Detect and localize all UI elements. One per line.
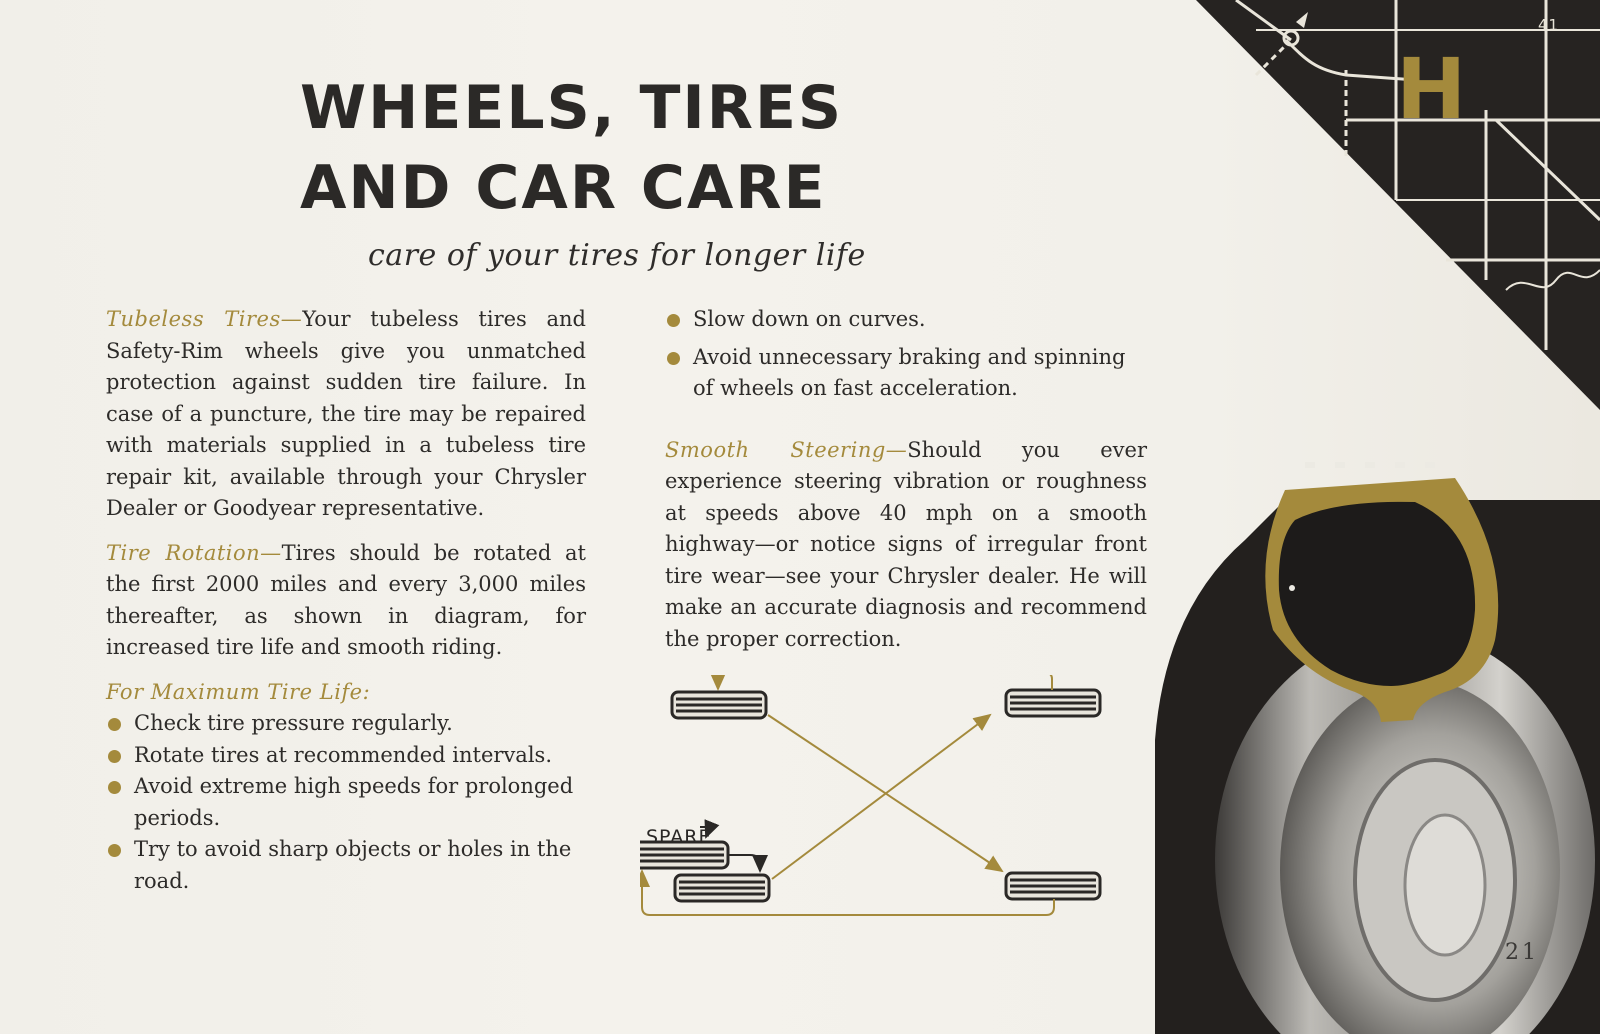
max-life-list — [106, 708, 586, 897]
list-item — [106, 834, 586, 897]
list-item-text: Slow down on curves. — [693, 307, 926, 331]
list-item — [665, 304, 1147, 336]
tire-rotation-diagram — [640, 675, 1140, 945]
page-number: 21 — [1505, 940, 1539, 965]
rear-left-tire — [675, 875, 769, 901]
list-item — [106, 708, 586, 740]
bullet-icon — [667, 352, 680, 365]
bullet-icon — [108, 750, 121, 763]
rotation-paragraph — [106, 538, 586, 664]
bullet-icon — [108, 781, 121, 794]
tubeless-body: Your tubeless tires and Safety-Rim wheels give you unmatched protection against sudden tire failure. In case of a puncture, the tire may be repaired with materials supplied in a tubeless tire repair kit, available through your Chrysler Dealer or Goodyear representative. — [106, 307, 586, 520]
page-title — [300, 68, 843, 228]
front-left-tire — [672, 692, 766, 718]
bullet-icon — [108, 844, 121, 857]
driving-tips-list — [665, 304, 1147, 405]
tubeless-paragraph — [106, 304, 586, 525]
section-map-corner — [1196, 0, 1600, 410]
spare-label: SPARE — [646, 826, 712, 848]
steering-lead: Smooth Steering— — [665, 437, 908, 462]
right-column — [665, 304, 1147, 655]
page-subtitle: care of your tires for longer life — [368, 238, 866, 273]
title-line-2: AND CAR CARE — [300, 153, 827, 223]
list-item-text: Avoid extreme high speeds for prolonged periods. — [134, 774, 574, 830]
bullet-icon — [108, 718, 121, 731]
steering-paragraph — [665, 435, 1147, 656]
max-life-heading: For Maximum Tire Life: — [106, 679, 371, 704]
list-item — [106, 771, 586, 834]
steering-body: Should you ever experience steering vibration or roughness at speeds above 40 mph on a smooth highway—or notice signs of irregular front tire wear—see your Chrysler dealer. He will make an accurate diagnosis and recommend the proper correction. — [665, 437, 1147, 651]
rotation-body: Tires should be rotated at the first 2000 miles and every 3,000 miles thereafter, as shown in diagram, for increased tire life and smooth riding. — [106, 540, 586, 659]
list-item-text: Check tire pressure regularly. — [134, 711, 453, 735]
section-letter: H — [1396, 40, 1467, 138]
list-item-text: Avoid unnecessary braking and spinning of wheels on fast acceleration. — [693, 344, 1126, 400]
left-column — [106, 304, 586, 897]
rotation-lead: Tire Rotation— — [106, 540, 282, 565]
tubeless-lead: Tubeless Tires— — [106, 307, 303, 331]
corner-number: 41 — [1538, 16, 1560, 34]
bullet-icon — [667, 314, 680, 327]
front-right-tire — [1006, 690, 1100, 716]
list-item — [106, 740, 586, 772]
list-item-text: Rotate tires at recommended intervals. — [134, 742, 553, 767]
rear-right-tire — [1006, 873, 1100, 899]
list-item-text: Try to avoid sharp objects or holes in the road. — [134, 837, 572, 893]
title-line-1: WHEELS, TIRES — [300, 73, 844, 143]
list-item — [665, 342, 1147, 405]
